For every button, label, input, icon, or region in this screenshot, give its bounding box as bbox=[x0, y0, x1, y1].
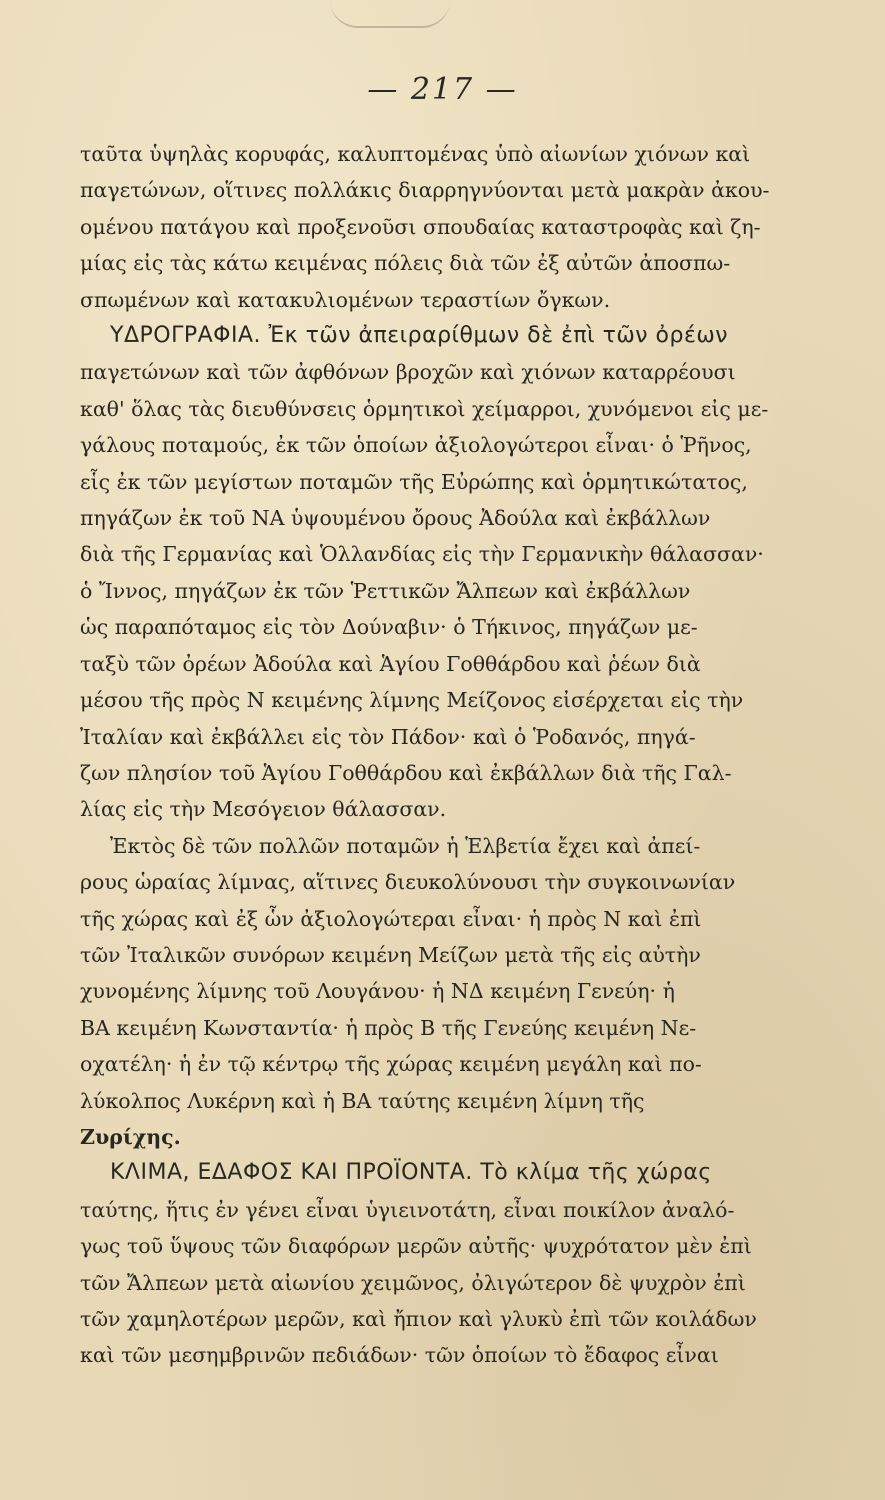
text-line: ὡς παραπόταμος εἰς τὸν Δούναβιν· ὁ Τήκινος, πηγάζων με- bbox=[80, 615, 698, 640]
paragraph-lakes: Ἐκτὸς δὲ τῶν πολλῶν ποταμῶν ἡ Ἑλβετία ἔχει καὶ ἀπεί- bbox=[110, 833, 701, 858]
text-line: ὁ Ἴννος, πηγάζων ἐκ τῶν Ῥεττικῶν Ἄλπεων καὶ ἐκβάλλων bbox=[80, 578, 691, 603]
text-line: ταξὺ τῶν ὀρέων Ἀδούλα καὶ Ἁγίου Γοθθάρδου καὶ ῥέων διὰ bbox=[80, 651, 701, 676]
section-heading-climate: ΚΛΙΜΑ, ΕΔΑΦΟΣ ΚΑΙ ΠΡΟΪΟΝΤΑ. Τὸ κλίμα τῆς χώρας bbox=[110, 1160, 712, 1186]
text-line: γάλους ποταμούς, ἐκ τῶν ὁποίων ἀξιολογώτεροι εἶναι· ὁ Ῥῆνος, bbox=[80, 433, 752, 458]
text-line: παγετώνων, οἵτινες πολλάκις διαρρηγνύονται μετὰ μακρὰν ἀκου- bbox=[80, 178, 770, 203]
text-line: διὰ τῆς Γερμανίας καὶ Ὁλλανδίας εἰς τὴν Γερμανικὴν θάλασσαν· bbox=[80, 542, 764, 567]
text-line: ρους ὡραίας λίμνας, αἵτινες διευκολύνουσι τὴν συγκοινωνίαν bbox=[80, 870, 736, 895]
text-line: ταῦτα ὑψηλὰς κορυφάς, καλυπτομένας ὑπὸ αἰωνίων χιόνων καὶ bbox=[80, 142, 751, 166]
text-line: τῆς χώρας καὶ ἐξ ὧν ἀξιολογώτεραι εἶναι· ἡ πρὸς Ν καὶ ἐπὶ bbox=[80, 906, 702, 931]
text-line: εἷς ἐκ τῶν μεγίστων ποταμῶν τῆς Εὐρώπης καὶ ὁρμητικώτατος, bbox=[80, 469, 748, 494]
section-heading-hydrography: ΥΔΡΟΓΡΑΦΙΑ. Ἐκ τῶν ἀπειραρίθμων δὲ ἐπὶ τῶν ὀρέων bbox=[110, 323, 729, 349]
text-line: Ζυρίχης. bbox=[80, 1124, 181, 1149]
text-line: Ἰταλίαν καὶ ἐκβάλλει εἰς τὸν Πάδον· καὶ ὁ Ῥοδανός, πηγά- bbox=[80, 724, 696, 749]
binding-mark bbox=[330, 0, 450, 28]
text-line: λύκολπος Λυκέρνη καὶ ἡ ΒΑ ταύτης κειμένη λίμνη τῆς bbox=[80, 1088, 645, 1113]
text-line: σπωμένων καὶ κατακυλιομένων τεραστίων ὄγκων. bbox=[80, 287, 611, 312]
body-text bbox=[80, 136, 802, 1374]
text-line: ΒΑ κειμένη Κωνσταντία· ἡ πρὸς Β τῆς Γενεύης κειμένη Νε- bbox=[80, 1015, 697, 1040]
text-line: χυνομένης λίμνης τοῦ Λουγάνου· ἡ ΝΔ κειμένη Γενεύη· ἡ bbox=[80, 979, 675, 1004]
text-line: καθ' ὅλας τὰς διευθύνσεις ὁρμητικοὶ χείμαρροι, χυνόμενοι εἰς με- bbox=[80, 396, 769, 421]
text-line: τῶν Ἄλπεων μετὰ αἰωνίου χειμῶνος, ὀλιγώτερον δὲ ψυχρὸν ἐπὶ bbox=[80, 1270, 746, 1295]
text-line: τῶν Ἰταλικῶν συνόρων κειμένη Μείζων μετὰ τῆς εἰς αὐτὴν bbox=[80, 942, 701, 967]
text-line: γως τοῦ ὕψους τῶν διαφόρων μερῶν αὐτῆς· ψυχρότατον μὲν ἐπὶ bbox=[80, 1234, 752, 1259]
text-line: ομένου πατάγου καὶ προξενοῦσι σπουδαίας καταστροφὰς καὶ ζη- bbox=[80, 214, 761, 239]
text-line: παγετώνων καὶ τῶν ἀφθόνων βροχῶν καὶ χιόνων καταρρέουσι bbox=[80, 360, 736, 385]
text-line: πηγάζων ἐκ τοῦ ΝΑ ὑψουμένου ὄρους Ἀδούλα καὶ ἐκβάλλων bbox=[80, 506, 711, 531]
text-line: μέσου τῆς πρὸς Ν κειμένης λίμνης Μείζονος εἰσέρχεται εἰς τὴν bbox=[80, 688, 744, 713]
text-line: καὶ τῶν μεσημβρινῶν πεδιάδων· τῶν ὁποίων τὸ ἔδαφος εἶναι bbox=[80, 1343, 719, 1368]
page-number: — 217 — bbox=[367, 72, 518, 107]
text-line: τῶν χαμηλοτέρων μερῶν, καὶ ἤπιον καὶ γλυκὺ ἐπὶ τῶν κοιλάδων bbox=[80, 1307, 757, 1331]
text-line: μίας εἰς τὰς κάτω κειμένας πόλεις διὰ τῶν ἐξ αὐτῶν ἀποσπω- bbox=[80, 251, 731, 276]
text-line: οχατέλη· ἡ ἐν τῷ κέντρῳ τῆς χώρας κειμένη μεγάλη καὶ πο- bbox=[80, 1052, 702, 1077]
text-line: ταύτης, ἥτις ἐν γένει εἶναι ὑγιεινοτάτη, εἶναι ποικίλον ἀναλό- bbox=[80, 1197, 735, 1222]
text-line: ζων πλησίον τοῦ Ἁγίου Γοθθάρδου καὶ ἐκβάλλων διὰ τῆς Γαλ- bbox=[80, 760, 732, 785]
text-line: λίας εἰς τὴν Μεσόγειον θάλασσαν. bbox=[80, 797, 447, 822]
